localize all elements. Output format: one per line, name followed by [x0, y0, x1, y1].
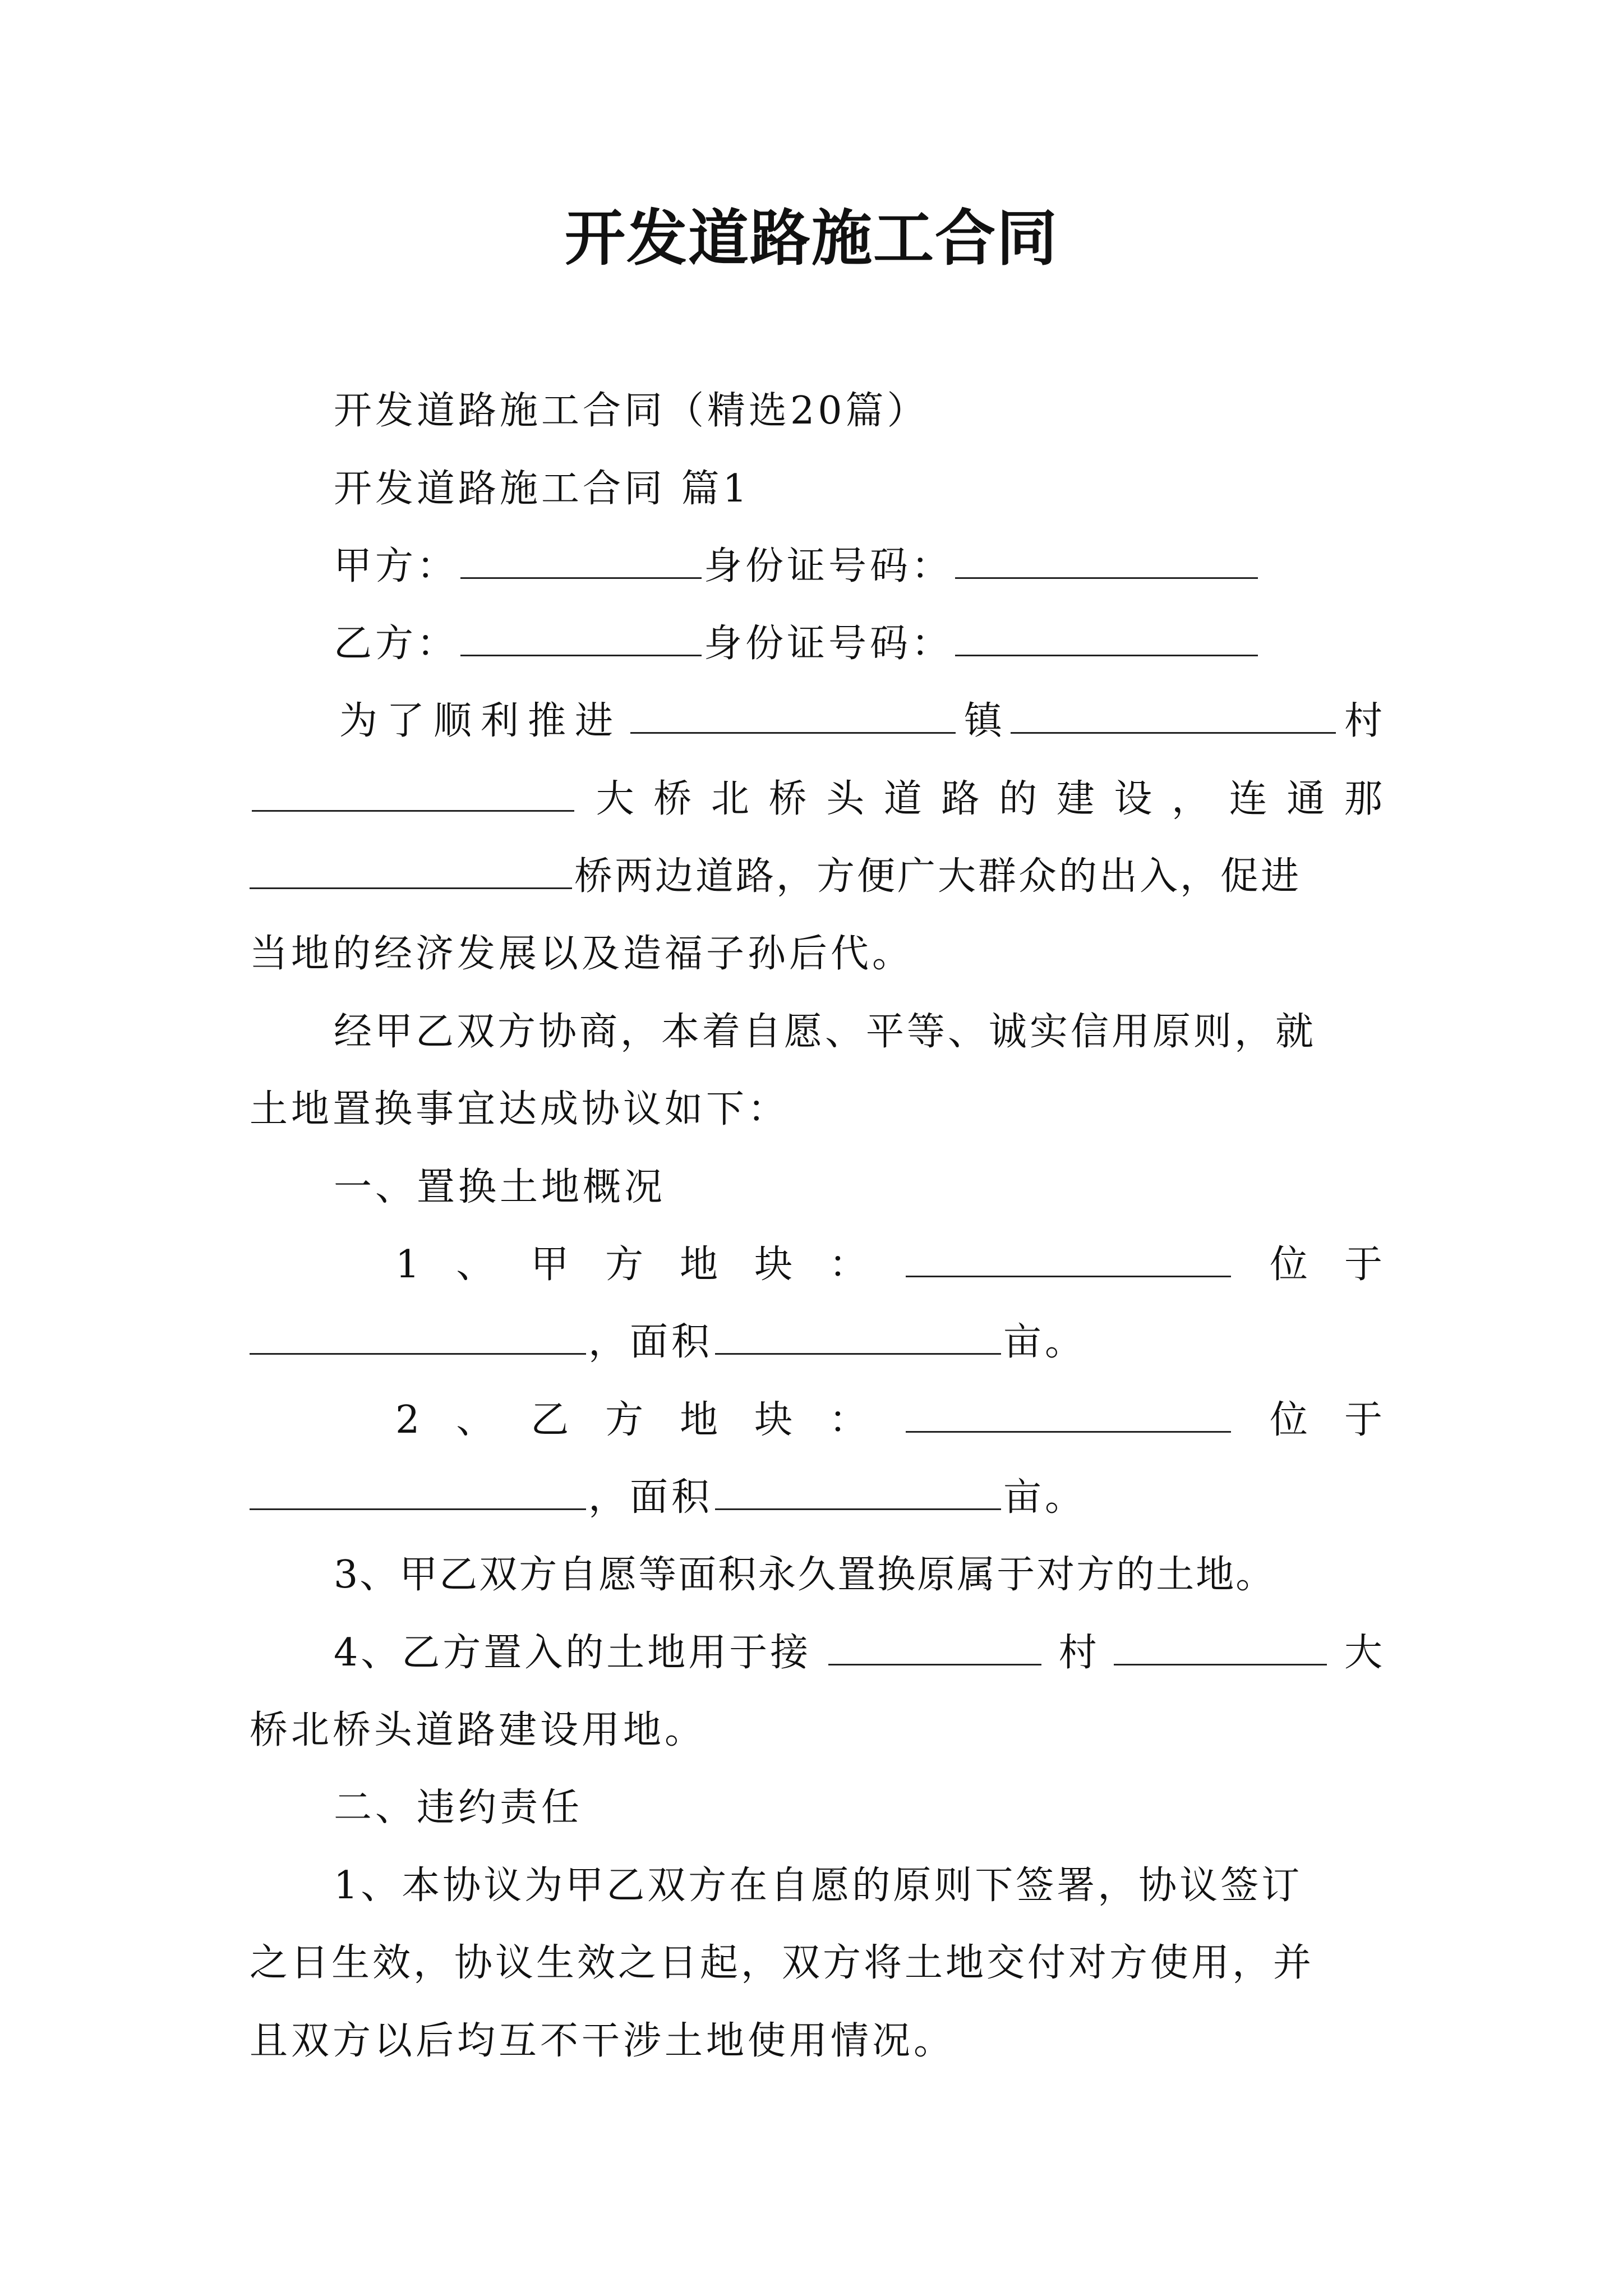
p1-char: 头	[826, 777, 865, 821]
item1-char: ：	[829, 1243, 868, 1287]
p1-intro: 为了顺利推进	[339, 699, 623, 743]
p1-village: 村	[1344, 699, 1382, 743]
item2-char: 地	[680, 1398, 718, 1442]
item2-area-label: ，面积	[588, 1475, 713, 1520]
item1-located-char: 于	[1344, 1243, 1382, 1287]
paragraph-1-line-4: 当地的经济发展以及造福子孙后代。	[250, 932, 914, 976]
item1-unit: 亩。	[1003, 1320, 1087, 1364]
item2-location-blank	[906, 1396, 1231, 1433]
p1-char: 北	[711, 777, 749, 821]
p1-char: 道	[883, 777, 922, 821]
p1-char: 桥	[768, 777, 807, 821]
item1-located-char: 位	[1269, 1243, 1308, 1287]
party-a-id-blank	[955, 542, 1258, 579]
party-a-id-label: 身份证号码：	[704, 544, 953, 588]
item-4-line-1	[334, 1625, 1382, 1681]
item1-char: 甲	[531, 1243, 569, 1287]
section-heading: 开发道路施工合同 篇1	[334, 467, 750, 511]
item2-char: 2	[395, 1398, 420, 1442]
item-2-line-1	[395, 1392, 1382, 1448]
paragraph-1-line-3	[250, 849, 1301, 905]
item4-start: 4、乙方置入的土地用于接	[334, 1631, 811, 1675]
p1-bridge2-blank	[250, 853, 572, 889]
p1-char: 的	[999, 777, 1038, 821]
p1-town: 镇	[963, 699, 1002, 743]
item1-char: 块	[754, 1243, 793, 1287]
party-b-label: 乙方：	[334, 622, 459, 666]
paragraph-1-line-1	[339, 693, 1382, 749]
p1-char: 建	[1056, 777, 1095, 821]
item1-area-label: ，面积	[588, 1320, 713, 1364]
item2-char: ：	[829, 1398, 868, 1442]
item2-place-blank	[250, 1474, 586, 1510]
item-4-line-2: 桥北桥头道路建设用地。	[250, 1708, 707, 1752]
item2-located-char: 位	[1269, 1398, 1308, 1442]
p1-char: 通	[1287, 777, 1325, 821]
p1-char: ，	[1172, 777, 1210, 821]
item2-unit: 亩。	[1003, 1475, 1087, 1520]
item-1-line-2	[250, 1314, 1086, 1370]
item1-char: 方	[605, 1243, 644, 1287]
p1-char: 那	[1344, 777, 1382, 821]
item2-char: 块	[754, 1398, 793, 1442]
item4-end: 大	[1344, 1631, 1382, 1675]
item4-village: 村	[1058, 1631, 1097, 1675]
party-b-id-label: 身份证号码：	[704, 622, 953, 666]
paragraph-2-line-1: 经甲乙双方协商，本着自愿、平等、诚实信用原则，就	[334, 1010, 1317, 1054]
p1-char: 大	[596, 777, 634, 821]
item-1-line-1	[395, 1237, 1382, 1293]
item-3: 3、甲乙双方自愿等面积永久置换原属于对方的土地。	[334, 1553, 1276, 1597]
party-a-name-blank	[460, 542, 702, 579]
item4-bridge-blank	[1114, 1629, 1327, 1665]
p1-char: 路	[941, 777, 980, 821]
p1-char: 连	[1229, 777, 1267, 821]
document-title: 开发道路施工合同	[564, 203, 1058, 274]
item2-char: 方	[605, 1398, 644, 1442]
item1-location-blank	[906, 1241, 1231, 1277]
section-1-heading: 一、置换土地概况	[334, 1165, 666, 1209]
item1-char: 1	[395, 1243, 420, 1287]
party-a-label: 甲方：	[334, 544, 459, 588]
party-b-name-blank	[460, 620, 702, 656]
item2-char: 、	[456, 1398, 495, 1442]
liability-1-line-3: 且双方以后均互不干涉土地使用情况。	[250, 2019, 956, 2063]
item2-located-char: 于	[1344, 1398, 1382, 1442]
party-b-line	[334, 616, 1260, 672]
liability-1-line-1: 1、本协议为甲乙双方在自愿的原则下签署，协议签订	[334, 1864, 1303, 1908]
document-subtitle: 开发道路施工合同（精选20篇）	[334, 389, 929, 433]
section-2-heading: 二、违约责任	[334, 1786, 583, 1830]
paragraph-1-line-2	[250, 771, 1382, 827]
item2-char: 乙	[531, 1398, 569, 1442]
p1-village-blank	[1011, 697, 1336, 734]
party-a-line	[334, 539, 1260, 595]
p1-town-blank	[630, 697, 956, 734]
liability-1-line-2: 之日生效，协议生效之日起，双方将土地交付对方使用，并	[250, 1941, 1315, 1985]
party-b-id-blank	[955, 620, 1258, 656]
p1-char: 桥	[653, 777, 692, 821]
paragraph-2-line-2: 土地置换事宜达成协议如下：	[250, 1087, 790, 1131]
item1-char: 、	[456, 1243, 495, 1287]
item1-area-blank	[715, 1318, 1001, 1355]
item1-char: 地	[680, 1243, 718, 1287]
item-2-line-2	[250, 1470, 1086, 1526]
p1-char: 设	[1114, 777, 1152, 821]
item1-place-blank	[250, 1318, 586, 1355]
p1-line3-text: 桥两边道路，方便广大群众的出入，促进	[574, 854, 1302, 899]
item2-area-blank	[715, 1474, 1001, 1510]
p1-bridge-blank	[252, 775, 574, 812]
item4-village-blank	[828, 1629, 1041, 1665]
